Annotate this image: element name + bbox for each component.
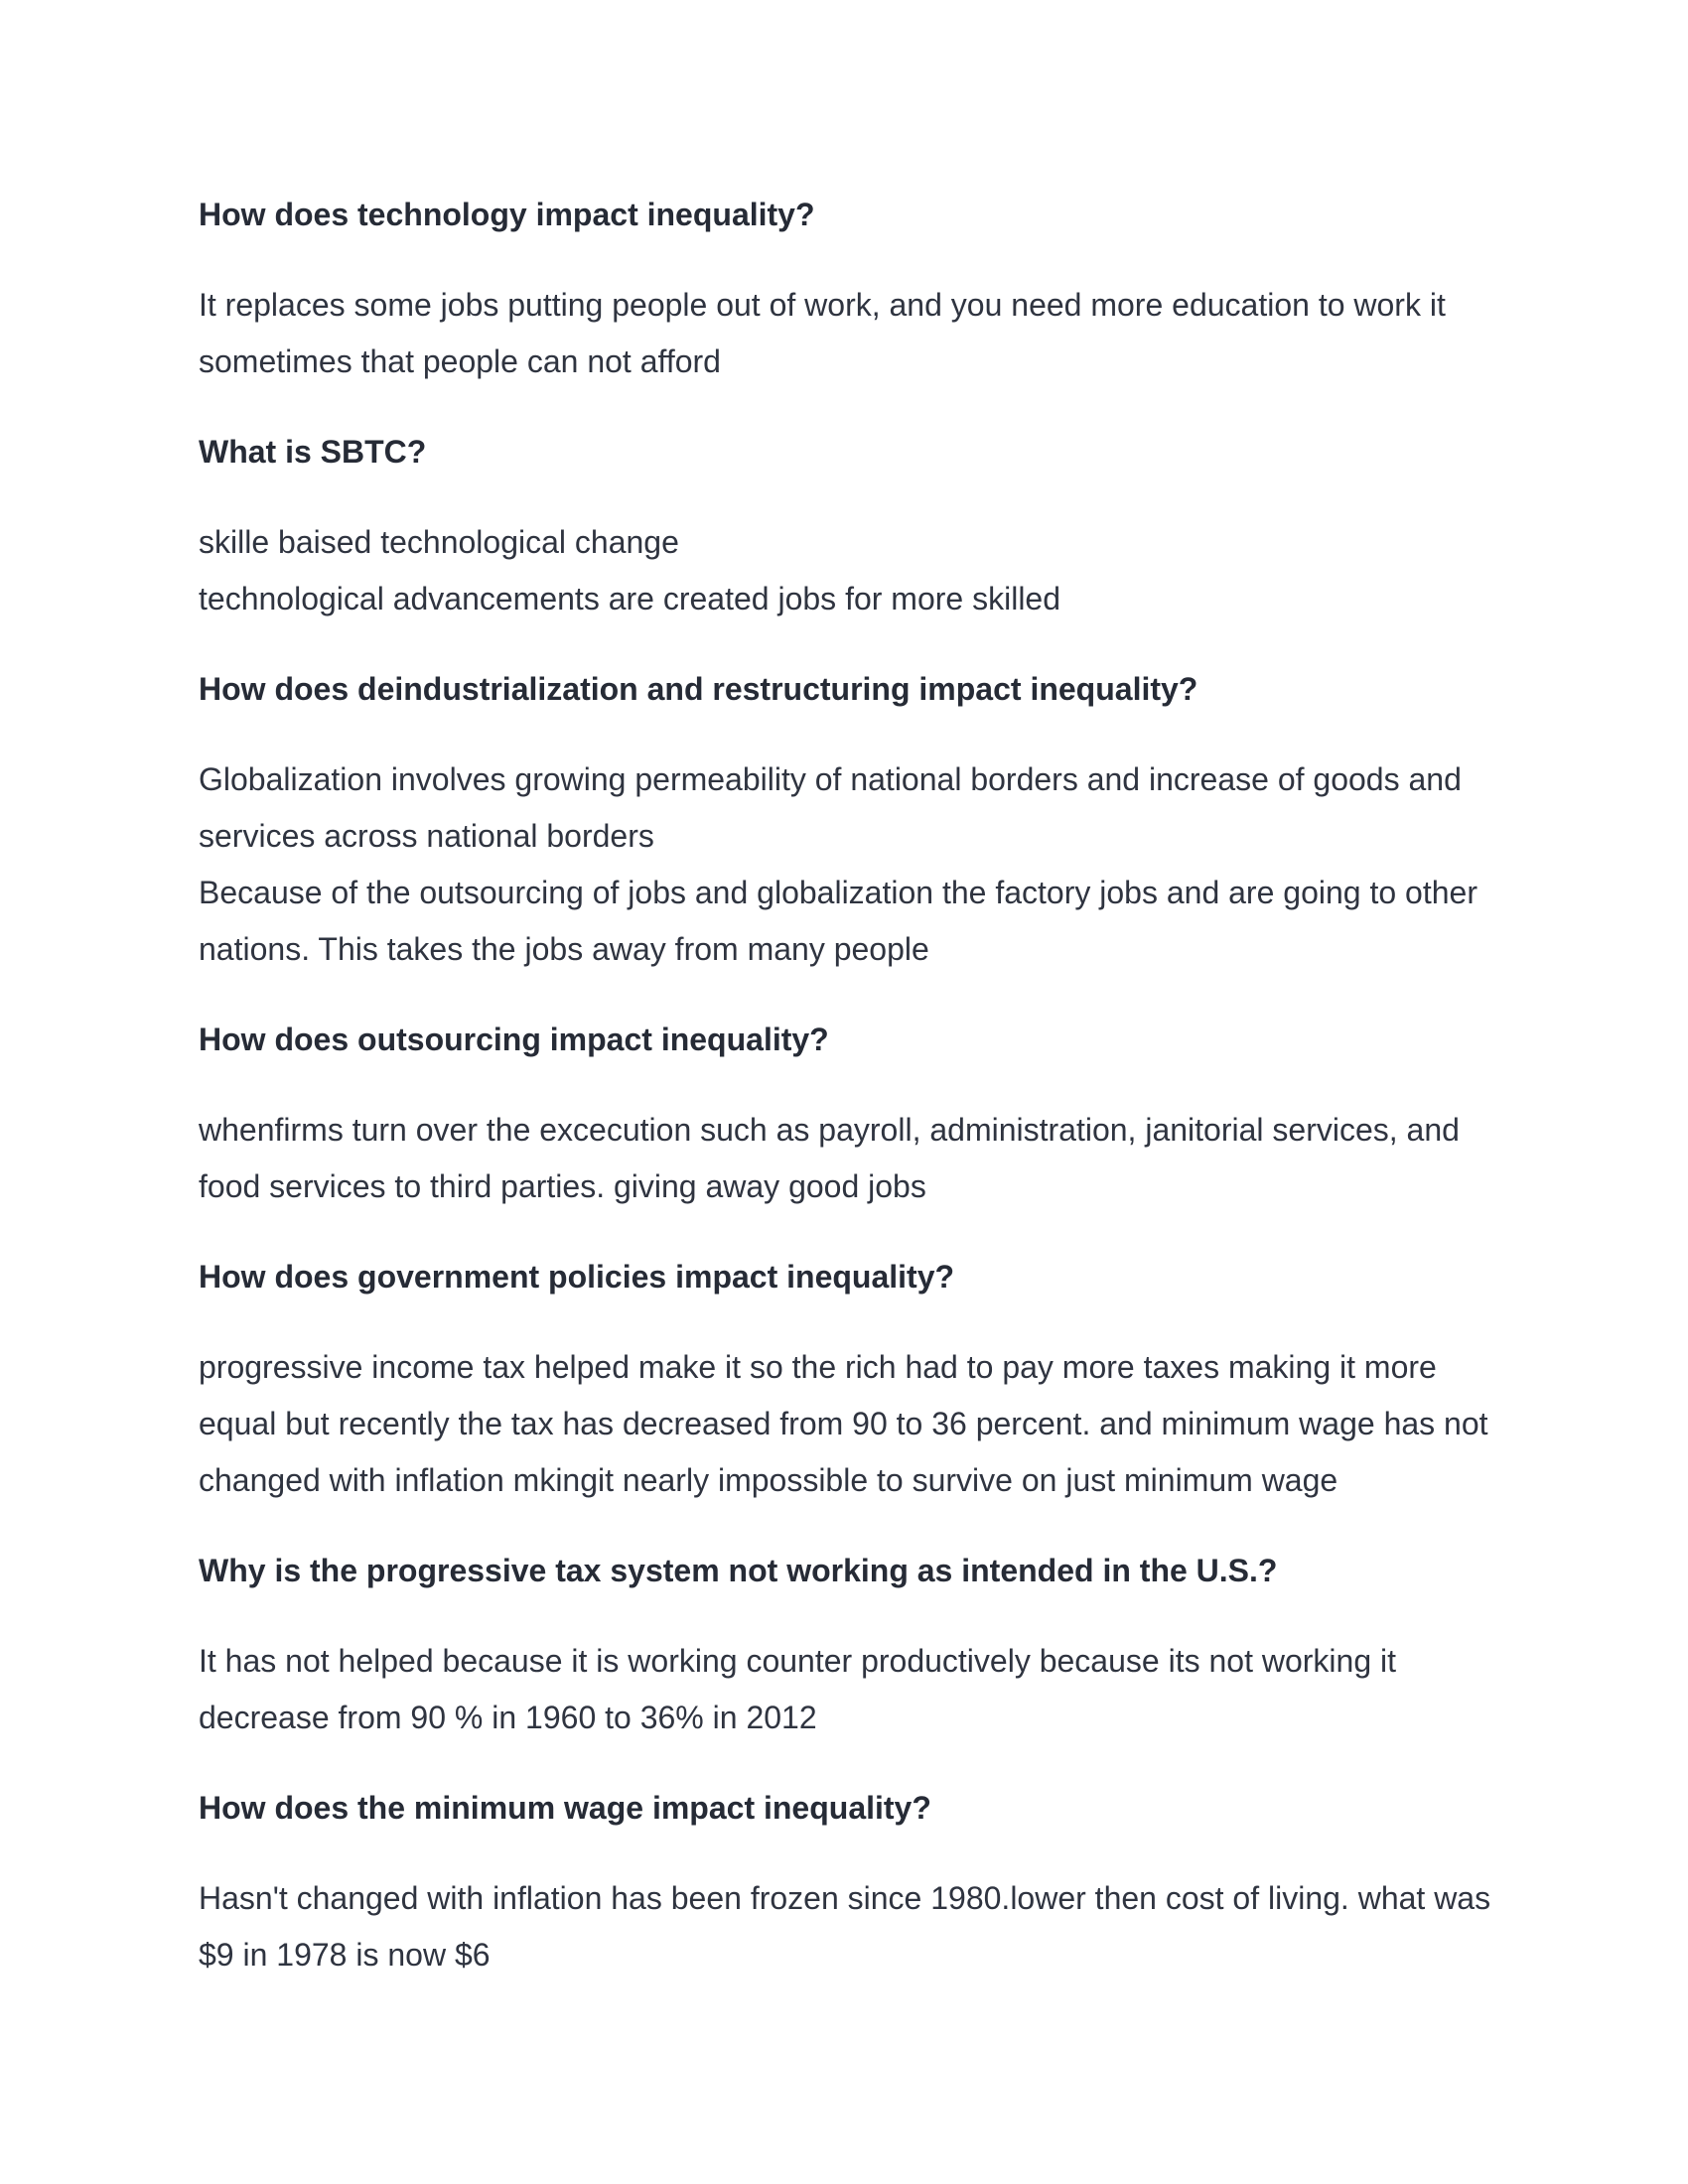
answer-line: Because of the outsourcing of jobs and globalization the factory jobs and are going to other nations. This takes the jobs away from many people: [199, 875, 1477, 967]
answer-line: Hasn't changed with inflation has been frozen since 1980.lower then cost of living. what was $9 in 1978 is now $6: [199, 1880, 1491, 1973]
answer-line: It replaces some jobs putting people out of work, and you need more education to work it sometimes that people can not afford: [199, 287, 1446, 379]
question-heading: How does deindustrialization and restructuring impact inequality?: [199, 671, 1198, 707]
answer-line: progressive income tax helped make it so the rich had to pay more taxes making it more equal but recently the tax has decreased from 90 to 36 percent. and minimum wage has not changed with inflation mkingit nearly impossible to survive on just minimum wage: [199, 1349, 1488, 1498]
document-page: [199, 187, 1509, 2017]
answer-text: [199, 1102, 1509, 1215]
question-heading: How does outsourcing impact inequality?: [199, 1022, 829, 1057]
qa-item-minimum-wage: [199, 1780, 1509, 1983]
question-heading: What is SBTC?: [199, 434, 427, 470]
answer-text: [199, 514, 1509, 627]
answer-text: [199, 1870, 1509, 1983]
answer-line: technological advancements are created jobs for more skilled: [199, 581, 1061, 616]
answer-line: Globalization involves growing permeability of national borders and increase of goods and services across national borders: [199, 761, 1462, 854]
qa-item-progressive-tax: [199, 1543, 1509, 1746]
answer-line: skille baised technological change: [199, 524, 679, 560]
question-heading: How does technology impact inequality?: [199, 197, 815, 232]
answer-text: [199, 1633, 1509, 1746]
qa-item-outsourcing: [199, 1012, 1509, 1215]
answer-text: [199, 1339, 1509, 1509]
question-heading: Why is the progressive tax system not working as intended in the U.S.?: [199, 1553, 1278, 1588]
question-heading: How does the minimum wage impact inequality?: [199, 1790, 931, 1826]
answer-text: [199, 751, 1509, 978]
qa-item-deindustrialization: [199, 661, 1509, 978]
qa-item-government-policies: [199, 1249, 1509, 1509]
qa-item-sbtc: [199, 424, 1509, 627]
qa-item-technology: [199, 187, 1509, 390]
answer-text: [199, 277, 1509, 390]
question-heading: How does government policies impact inequality?: [199, 1259, 955, 1295]
answer-line: It has not helped because it is working counter productively because its not working it decrease from 90 % in 1960 to 36% in 2012: [199, 1643, 1396, 1735]
answer-line: whenfirms turn over the excecution such as payroll, administration, janitorial services, and food services to third parties. giving away good jobs: [199, 1112, 1460, 1204]
